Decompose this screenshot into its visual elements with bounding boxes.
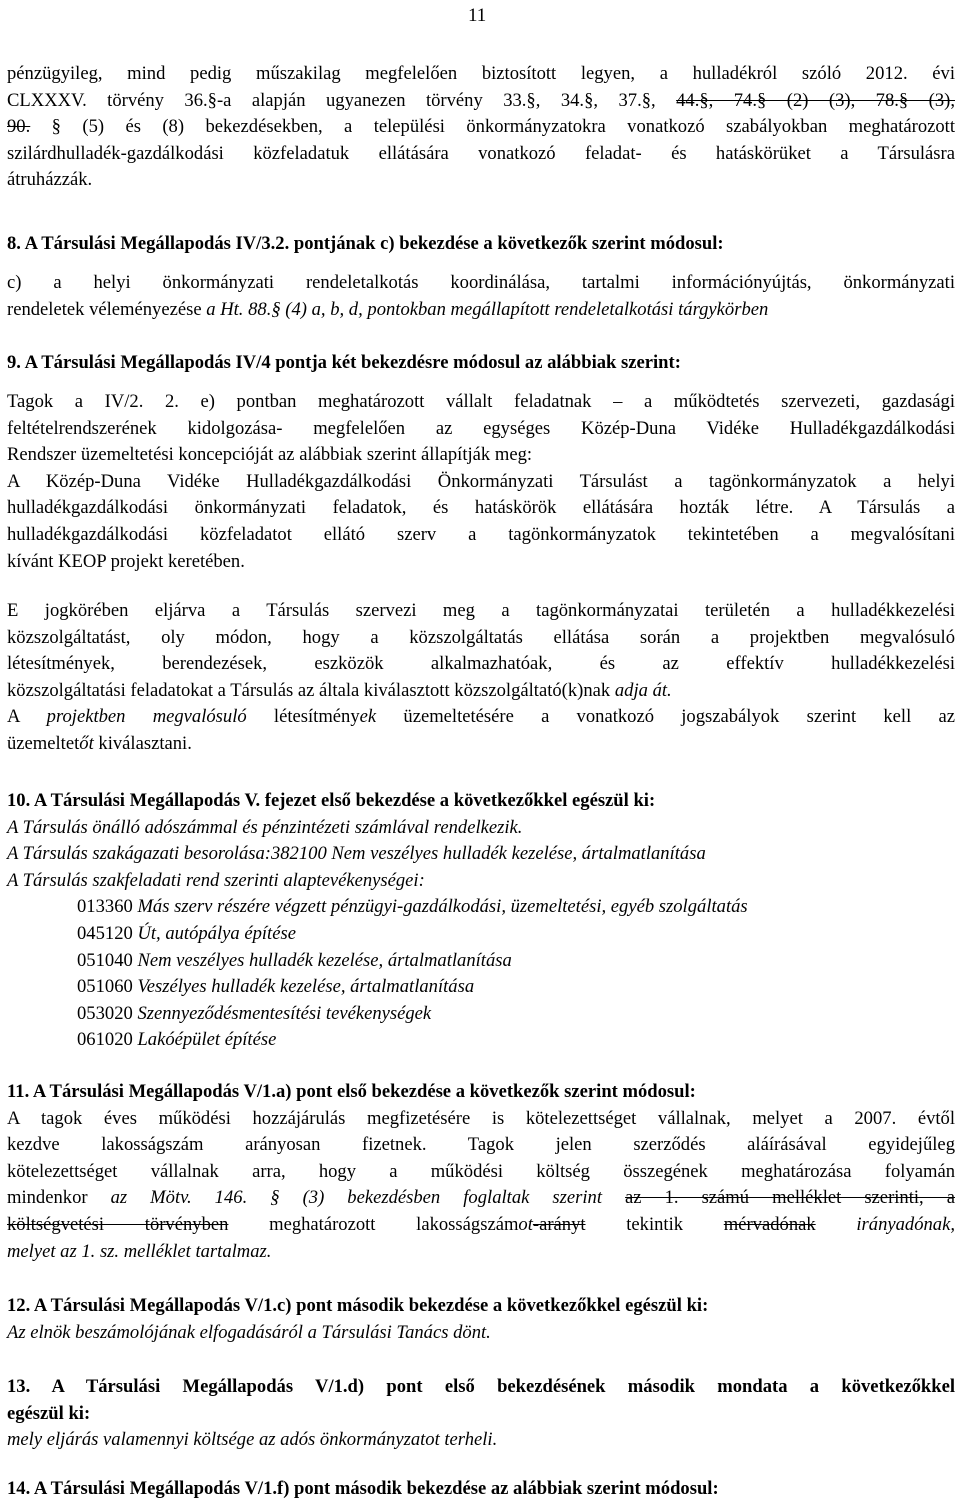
activity-code: 051060 <box>77 976 133 998</box>
text-segment: üzemeltet <box>7 732 80 754</box>
text-line: kezdve lakosságszám arányosan fizetnek. Tagok jelen szerződés aláírásával egyidejűleg <box>7 1134 955 1156</box>
activity-text: Más szerv részére végzett pénzügyi-gazdálkodási, üzemeltetési, egyéb szolgáltatás <box>137 896 748 918</box>
text-line <box>7 88 955 115</box>
text-line: A Társulás önálló adószámmal és pénzintézeti számlával rendelkezik. <box>7 816 523 838</box>
text-segment: A <box>7 706 20 728</box>
text-line: Rendszer üzemeltetési koncepcióját az alábbiak szerint állapítják meg: <box>7 444 533 466</box>
section-9 <box>7 350 955 377</box>
text-line <box>7 678 955 705</box>
text-line: létesítmények, berendezések, eszközök alkalmazhatóak, és az effektív hulladékkezelési <box>7 653 955 675</box>
text-line: pénzügyileg, mind pedig műszakilag megfelelően biztosított legyen, a hulladékról szóló 2012. évi <box>7 63 955 84</box>
activity-text: Szennyeződésmentesítési tevékenységek <box>137 1002 432 1024</box>
text-line <box>7 704 955 731</box>
list-item <box>7 1001 955 1028</box>
text-line <box>7 1185 955 1212</box>
text-line: A tagok éves működési hozzájárulás megfizetésére is kötelezettséget vállalnak, melyet a 2007. évtől <box>7 1107 955 1129</box>
struck-text: mérvadónak <box>723 1213 816 1235</box>
section-heading: 8. A Társulási Megállapodás IV/3.2. pontjának c) bekezdése a következők szerint módosul: <box>7 233 724 254</box>
section-11 <box>7 1079 955 1265</box>
section-14 <box>7 1476 955 1503</box>
text-segment: mindenkor <box>7 1187 88 1209</box>
activity-text: Út, autópálya építése <box>137 922 296 944</box>
section-heading: 13. A Társulási Megállapodás V/1.d) pont első bekezdésének második mondata a következőkkel <box>7 1376 955 1397</box>
text-line: szilárdhulladék-gazdálkodási közfeladatuk ellátására vonatkozó feladat- és hatáskörüket a Társulásra <box>7 142 955 164</box>
text-segment: tekintik <box>626 1213 684 1235</box>
activity-code: 053020 <box>77 1002 133 1024</box>
list-item <box>7 948 955 975</box>
list-item <box>7 921 955 948</box>
italic-text: őt <box>79 732 94 754</box>
section-13 <box>7 1374 955 1454</box>
activity-code: 045120 <box>77 922 133 944</box>
text-segment: § (5) és (8) bekezdésekben, a települési önkormányzatokra vonatkozó szabályokban meghatározott <box>51 116 956 138</box>
section-10 <box>7 788 955 1054</box>
section-heading: 9. A Társulási Megállapodás IV/4 pontja két bekezdésre módosul az alábbiak szerint: <box>7 352 681 373</box>
text-segment: közszolgáltatási feladatokat a Társulás az általa kiválasztott közszolgáltató(k)nak <box>7 679 611 701</box>
text-line: hulladékgazdálkodási önkormányzati feladatok, és hatáskörök ellátására hozták létre. A Társulás a <box>7 497 955 519</box>
text-line: A Közép-Duna Vidéke Hulladékgazdálkodási Önkormányzati Társulást a tagönkormányzatok a helyi <box>7 470 955 492</box>
text-line <box>7 297 955 324</box>
text-line <box>7 731 955 758</box>
italic-text: az Mötv. 146. § (3) bekezdésben foglaltak szerint <box>110 1187 602 1209</box>
section-8 <box>7 231 955 258</box>
text-line: melyet az 1. sz. melléklet tartalmaz. <box>7 1240 272 1262</box>
text-segment: rendeletek véleményezése <box>7 298 202 320</box>
section-8-body <box>7 270 955 323</box>
text-line: Tagok a IV/2. 2. e) pontban meghatározott vállalt feladatnak – a működtetés szervezeti, gazdasági <box>7 391 955 412</box>
text-line: c) a helyi önkormányzati rendeletalkotás koordinálása, tartalmi információnyújtás, önkormányzati <box>7 272 955 293</box>
section-heading: 11. A Társulási Megállapodás V/1.a) pont első bekezdése a következők szerint módosul: <box>7 1081 696 1102</box>
activity-text: Veszélyes hulladék kezelése, ártalmatlanítása <box>137 976 475 998</box>
list-item <box>7 1027 955 1054</box>
text-line: kívánt KEOP projekt keretében. <box>7 550 245 572</box>
text-line: A Társulás szakfeladati rend szerinti alaptevékenységei: <box>7 869 425 891</box>
activity-text: Lakóépület építése <box>137 1029 277 1051</box>
text-line: átruházzák. <box>7 169 93 191</box>
section-heading: 10. A Társulási Megállapodás V. fejezet első bekezdése a következőkkel egészül ki: <box>7 790 656 811</box>
text-line <box>7 114 955 141</box>
text-segment: meghatározott lakosságszám <box>269 1213 519 1235</box>
section-12 <box>7 1293 955 1346</box>
text-line <box>7 1212 955 1239</box>
list-item <box>7 974 955 1001</box>
section-9-paragraph-1 <box>7 389 955 575</box>
struck-text: az 1. számú melléklet szerinti, a <box>625 1187 955 1209</box>
italic-text: ek <box>359 706 377 728</box>
section-heading: 14. A Társulási Megállapodás V/1.f) pont második bekezdése az alábbiak szerint módosul: <box>7 1478 719 1499</box>
text-line: mely eljárás valamennyi költsége az adós önkormányzatot terheli. <box>7 1429 498 1451</box>
italic-text: irányadónak, <box>856 1213 956 1235</box>
text-line: kötelezettséget vállalnak arra, hogy a működési költség összegének meghatározása folyamán <box>7 1160 955 1182</box>
italic-text: projektben megvalósuló <box>46 706 247 728</box>
text-line: közszolgáltatást, oly módon, hogy a közszolgáltatás ellátása során a projektben megvalósuló <box>7 626 955 648</box>
list-item <box>7 894 955 921</box>
activity-code: 013360 <box>77 896 133 918</box>
text-line: Az elnök beszámolójának elfogadásáról a Társulási Tanács dönt. <box>7 1321 491 1343</box>
section-heading: egészül ki: <box>7 1402 91 1424</box>
italic-text: a Ht. 88.§ (4) a, b, d, pontokban megállapított rendeletalkotási tárgykörben <box>206 298 769 320</box>
italic-text: ot <box>518 1213 533 1235</box>
struck-text: költségvetési törvényben <box>7 1213 229 1235</box>
text-segment: CLXXXV. törvény 36.§-a alapján ugyanezen törvény 33.§, 34.§, 37.§, <box>7 89 656 111</box>
activity-text: Nem veszélyes hulladék kezelése, ártalmatlanítása <box>137 949 512 971</box>
section-heading: 12. A Társulási Megállapodás V/1.c) pont második bekezdése a következőkkel egészül ki: <box>7 1295 709 1316</box>
text-line: A Társulás szakágazati besorolása:382100 Nem veszélyes hulladék kezelése, ártalmatlanítása <box>7 843 706 865</box>
intro-paragraph <box>7 61 955 194</box>
page-number: 11 <box>468 5 487 26</box>
activity-code: 061020 <box>77 1029 133 1051</box>
activity-code: 051040 <box>77 949 133 971</box>
text-segment: üzemeltetésére a vonatkozó jogszabályok szerint kell az <box>403 706 955 728</box>
struck-text: -arányt <box>532 1213 586 1235</box>
struck-text: 90. <box>7 116 31 138</box>
text-line: E jogkörében eljárva a Társulás szervezi meg a tagönkormányzatai területén a hulladékkezelési <box>7 600 955 621</box>
text-segment: kiválasztani. <box>98 732 192 754</box>
section-9-paragraph-2 <box>7 598 955 758</box>
struck-text: 44.§, 74.§ (2) (3), 78.§ (3), <box>676 89 955 111</box>
text-line: feltételrendszerének kidolgozása- megfelelően az egységes Közép-Duna Vidéke Hulladékgazdálkodási <box>7 417 955 439</box>
text-line: hulladékgazdálkodási közfeladatot ellátó szerv a tagönkormányzatok tekintetében a megvalósítani <box>7 523 955 545</box>
text-segment: létesítmény <box>273 706 360 728</box>
italic-text: adja át. <box>614 679 672 701</box>
